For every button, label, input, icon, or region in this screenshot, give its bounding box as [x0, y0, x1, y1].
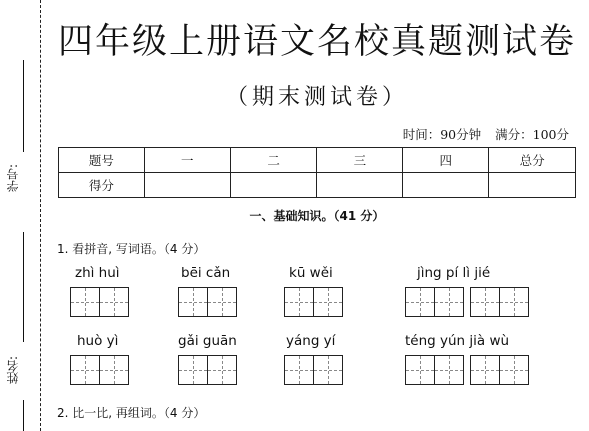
pinyin-text: bēi cǎn	[181, 265, 231, 281]
writing-box[interactable]	[70, 287, 100, 317]
pinyin-text: huò yì	[77, 333, 119, 349]
score-header-cell: 二	[230, 148, 317, 173]
student-id-underline	[23, 60, 24, 152]
score-header-cell: 题号	[59, 148, 145, 173]
writing-box[interactable]	[99, 355, 129, 385]
score-cell[interactable]	[144, 173, 230, 198]
writing-box[interactable]	[499, 287, 529, 317]
writing-box[interactable]	[207, 355, 237, 385]
score-table-header-row	[59, 148, 576, 173]
score-header-cell: 总分	[489, 148, 576, 173]
section-title: 一、基础知识。（41 分）	[249, 209, 385, 223]
writing-box[interactable]	[99, 287, 129, 317]
exam-meta	[403, 125, 569, 143]
pinyin-text: kū wěi	[289, 265, 333, 281]
exam-time: 时间：90分钟	[402, 127, 482, 142]
writing-box[interactable]	[313, 287, 343, 317]
student-id-label: 学号:	[6, 164, 20, 193]
writing-boxes[interactable]	[178, 287, 236, 317]
writing-box[interactable]	[470, 287, 500, 317]
writing-boxes[interactable]	[70, 287, 128, 317]
writing-boxes[interactable]	[470, 355, 528, 385]
question-2: 2. 比一比, 再组词。（4 分）	[57, 406, 206, 420]
writing-box[interactable]	[284, 287, 314, 317]
exam-title: 四年级上册语文名校真题测试卷	[57, 22, 576, 62]
writing-box[interactable]	[207, 287, 237, 317]
pinyin-text: zhì huì	[75, 265, 120, 281]
writing-boxes[interactable]	[470, 287, 528, 317]
pinyin-text: gǎi guān	[178, 333, 237, 349]
name-label: 姓名:	[6, 356, 20, 385]
score-header-cell: 四	[403, 148, 489, 173]
writing-box[interactable]	[178, 355, 208, 385]
writing-box[interactable]	[178, 287, 208, 317]
exam-subtitle: （期末测试卷）	[225, 85, 408, 110]
exam-full-score: 满分：100分	[495, 127, 569, 142]
score-cell[interactable]	[230, 173, 317, 198]
writing-box[interactable]	[284, 355, 314, 385]
writing-boxes[interactable]	[70, 355, 128, 385]
question-1: 1. 看拼音, 写词语。（4 分）	[57, 242, 206, 256]
binding-dashed-line	[40, 0, 41, 431]
class-underline	[23, 400, 24, 431]
writing-boxes[interactable]	[405, 287, 463, 317]
writing-box[interactable]	[313, 355, 343, 385]
score-cell[interactable]	[403, 173, 489, 198]
writing-box[interactable]	[434, 287, 464, 317]
score-row-label: 得分	[59, 173, 145, 198]
pinyin-text: yáng yí	[286, 333, 336, 349]
writing-boxes[interactable]	[284, 287, 342, 317]
pinyin-text: téng yún jià wù	[405, 333, 510, 349]
writing-box[interactable]	[470, 355, 500, 385]
score-cell[interactable]	[489, 173, 576, 198]
writing-box[interactable]	[405, 355, 435, 385]
score-header-cell: 三	[317, 148, 403, 173]
score-table	[58, 147, 576, 198]
writing-boxes[interactable]	[178, 355, 236, 385]
score-cell[interactable]	[317, 173, 403, 198]
writing-box[interactable]	[434, 355, 464, 385]
writing-boxes[interactable]	[284, 355, 342, 385]
writing-box[interactable]	[70, 355, 100, 385]
score-header-cell: 一	[144, 148, 230, 173]
writing-box[interactable]	[499, 355, 529, 385]
name-underline	[23, 232, 24, 342]
writing-boxes[interactable]	[405, 355, 463, 385]
writing-box[interactable]	[405, 287, 435, 317]
score-table-score-row	[59, 173, 576, 198]
pinyin-text: jìng pí lì jié	[417, 265, 491, 281]
